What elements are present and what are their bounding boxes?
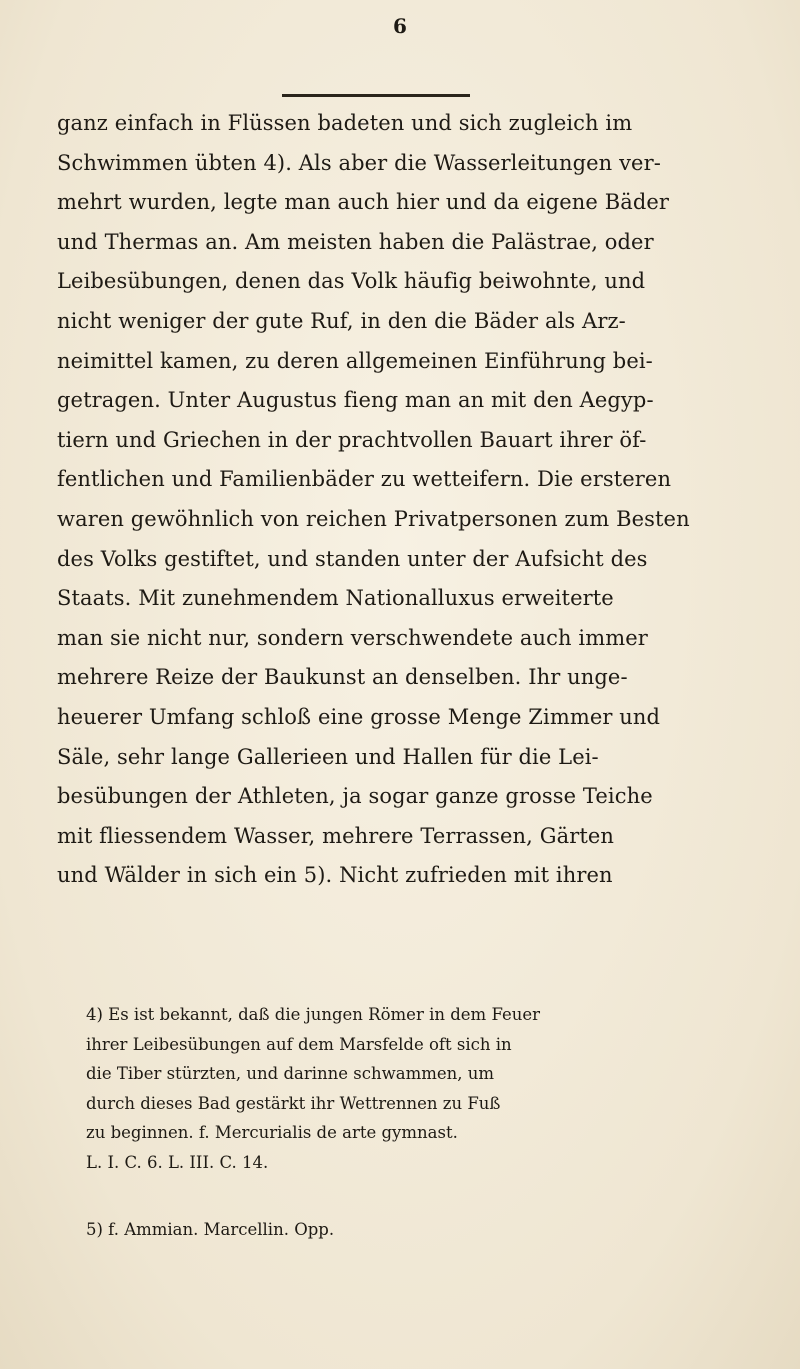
text-line: ganz einfach in Flüssen badeten und sich zugleich im bbox=[57, 111, 633, 135]
text-line: besübungen der Athleten, ja sogar ganze grosse Teiche bbox=[57, 784, 653, 809]
text-line: getragen. Unter Augustus fieng man an mit den Aegyp- bbox=[57, 388, 654, 413]
text-line: mehrere Reize der Baukunst an denselben. Ihr unge- bbox=[57, 665, 628, 690]
text-line: und Wälder in sich ein 5). Nicht zufrieden mit ihren bbox=[57, 863, 613, 888]
footnote-line: die Tiber stürzten, und darinne schwammen, um bbox=[86, 1064, 495, 1083]
header-rule bbox=[282, 94, 470, 97]
text-line: nicht weniger der gute Ruf, in den die Bäder als Arz- bbox=[57, 308, 626, 333]
footnote-5 bbox=[86, 1215, 766, 1245]
text-line: tiern und Griechen in der prachtvollen Bauart ihrer öf- bbox=[57, 427, 647, 452]
text-line: des Volks gestiftet, und standen unter der Aufsicht des bbox=[57, 546, 648, 571]
footnote-line: 5) f. Ammian. Marcellin. Opp. bbox=[86, 1220, 335, 1239]
footnote-4 bbox=[86, 1000, 766, 1177]
text-line: mit fliessendem Wasser, mehrere Terrassen, Gärten bbox=[57, 823, 615, 848]
footnotes bbox=[86, 1000, 766, 1245]
text-line: Schwimmen übten 4). Als aber die Wasserleitungen ver- bbox=[57, 150, 661, 175]
text-line: neimittel kamen, zu deren allgemeinen Einführung bei- bbox=[57, 348, 653, 373]
footnote-line: 4) Es ist bekannt, daß die jungen Römer in dem Feuer bbox=[86, 1005, 541, 1024]
footnote-line: ihrer Leibesübungen auf dem Marsfelde oft sich in bbox=[86, 1034, 512, 1054]
text-line: Staats. Mit zunehmendem Nationalluxus erweiterte bbox=[57, 586, 614, 611]
text-line: Säle, sehr lange Gallerieen und Hallen für die Lei- bbox=[57, 744, 599, 769]
text-line: waren gewöhnlich von reichen Privatpersonen zum Besten bbox=[57, 506, 690, 531]
footnote-line: zu beginnen. f. Mercurialis de arte gymnast. bbox=[86, 1123, 458, 1142]
footnote-line: L. I. C. 6. L. III. C. 14. bbox=[86, 1152, 269, 1172]
text-line: fentlichen und Familienbäder zu wetteifern. Die ersteren bbox=[57, 467, 672, 492]
main-text bbox=[57, 104, 747, 896]
text-line: und Thermas an. Am meisten haben die Palästrae, oder bbox=[57, 229, 654, 254]
text-line: Leibesübungen, denen das Volk häufig beiwohnte, und bbox=[57, 269, 646, 294]
page-number: 6 bbox=[393, 14, 407, 38]
text-line: man sie nicht nur, sondern verschwendete auch immer bbox=[57, 625, 648, 650]
text-line: mehrt wurden, legte man auch hier und da eigene Bäder bbox=[57, 190, 670, 215]
footnote-line: durch dieses Bad gestärkt ihr Wettrennen zu Fuß bbox=[86, 1093, 501, 1113]
text-line: heuerer Umfang schloß eine grosse Menge Zimmer und bbox=[57, 704, 661, 729]
